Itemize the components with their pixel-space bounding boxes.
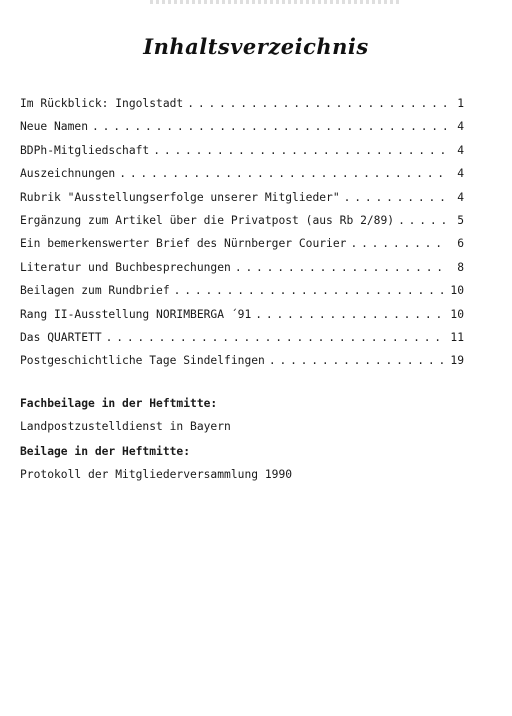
toc-row [20, 351, 464, 374]
toc-row [20, 164, 464, 187]
toc-row [20, 188, 464, 211]
toc-page-number: 4 [457, 120, 464, 134]
leader-dots [174, 281, 446, 301]
toc-entry: Neue Namen [20, 120, 89, 134]
toc-entry: Ein bemerkenswerter Brief des Nürnberger Courier [20, 237, 347, 251]
toc-row [20, 141, 464, 164]
toc-page-number: 4 [457, 167, 464, 181]
toc-page-number: 10 [450, 307, 464, 321]
leader-dots [344, 188, 446, 208]
toc-page-number: 11 [450, 330, 464, 344]
leader-dots [106, 328, 446, 348]
toc-page-number: 1 [457, 97, 464, 110]
toc-entry: Ergänzung zum Artikel über die Privatpost (aus Rb 2/89) [20, 213, 395, 227]
toc-page-number: 8 [457, 260, 464, 274]
toc-row [20, 234, 464, 257]
table-of-contents [20, 94, 464, 375]
toc-entry: Auszeichnungen [20, 167, 116, 181]
scan-artifact-line [150, 0, 400, 4]
toc-page-number: 10 [450, 284, 464, 298]
toc-page-number: 6 [457, 237, 464, 251]
fachbeilage-heading: Fachbeilage in der Heftmitte: [20, 397, 218, 410]
toc-entry: Im Rückblick: Ingolstadt [20, 97, 184, 110]
toc-entry: Postgeschichtliche Tage Sindelfingen [20, 354, 265, 368]
toc-page-number: 4 [457, 143, 464, 157]
leader-dots [235, 258, 446, 278]
leader-dots [269, 351, 446, 371]
toc-entry: Rang II-Ausstellung NORIMBERGA ´91 [20, 307, 252, 321]
leader-dots [350, 234, 446, 254]
leader-dots [255, 305, 446, 325]
toc-row [20, 281, 464, 304]
page-title: Inhaltsverzeichnis [143, 34, 369, 59]
toc-page-number: 5 [457, 213, 464, 227]
toc-row [20, 328, 464, 351]
beilage-heading: Beilage in der Heftmitte: [20, 445, 191, 458]
toc-page-number: 4 [457, 190, 464, 204]
toc-entry: Das QUARTETT [20, 330, 102, 344]
toc-row [20, 94, 464, 117]
leader-dots [187, 94, 446, 114]
toc-row [20, 211, 464, 234]
toc-entry: Rubrik "Ausstellungserfolge unserer Mitglieder" [20, 190, 340, 204]
toc-row [20, 305, 464, 328]
toc-page-number: 19 [450, 354, 464, 368]
beilage-text: Protokoll der Mitgliederversammlung 1990 [20, 468, 293, 481]
fachbeilage-text: Landpostzustelldienst in Bayern [20, 420, 231, 433]
toc-row [20, 117, 464, 140]
supplement-notes [20, 392, 480, 488]
leader-dots [398, 211, 446, 231]
toc-row [20, 258, 464, 281]
toc-entry: Beilagen zum Rundbrief [20, 284, 170, 298]
toc-entry: BDPh-Mitgliedschaft [20, 143, 150, 157]
toc-entry: Literatur und Buchbesprechungen [20, 260, 231, 274]
leader-dots [92, 117, 446, 137]
leader-dots [119, 164, 446, 184]
leader-dots [153, 141, 446, 161]
